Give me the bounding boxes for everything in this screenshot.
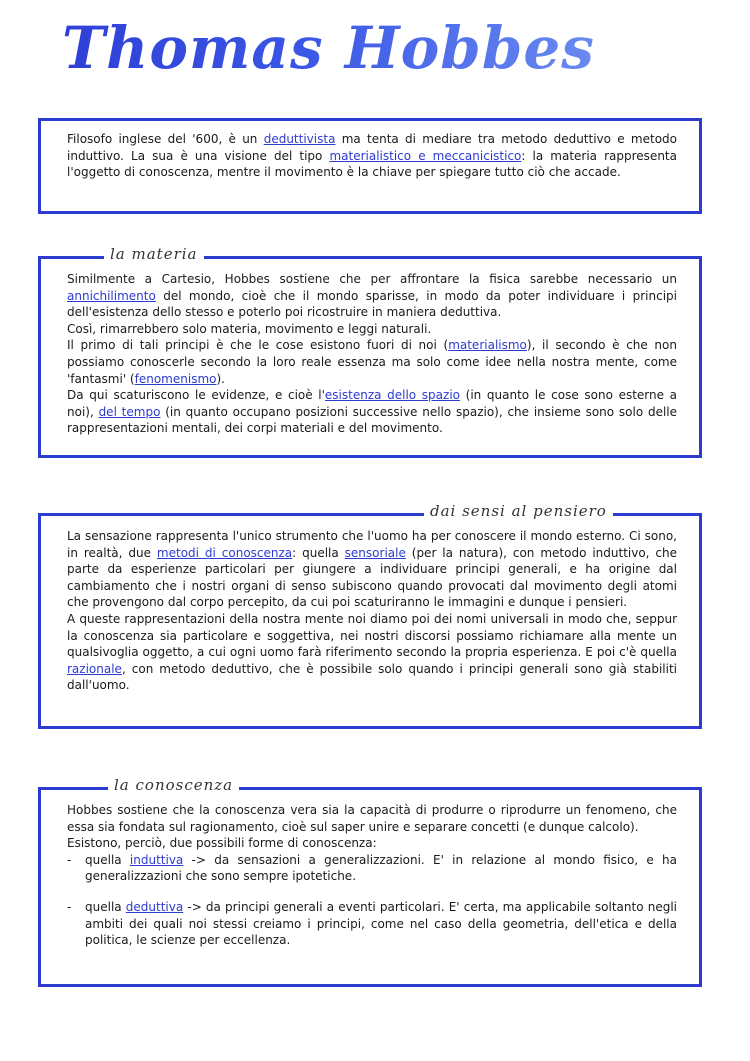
page-title: Thomas Hobbes [62, 14, 595, 82]
section-label-sensi: dai sensi al pensiero [424, 502, 613, 520]
dash-bullet: - [67, 852, 72, 867]
keyword-materialistico[interactable]: materialistico e meccanicistico [329, 148, 522, 163]
intro-text: Filosofo inglese del '600, è un deduttivista ma tenta di mediare tra metodo deduttivo e metodo induttivo. La sua è una visione del tipo materialistico e meccanicistico: la materia rappresenta l'oggetto di conoscenza, mentre il movimento è la chiave per spiegare tutto ciò che accade. [67, 132, 677, 180]
sensi-paragraph-2: A queste rappresentazioni della nostra mente noi diamo poi dei nomi universali in modo che, seppur la conoscenza sia particolare e soggettiva, nei nostri discorsi possiamo richiamare alla mente un qualsivoglia oggetto, a cui ogni uomo farà riferimento secondo la propria esperienza. E poi c'è quella razionale, con metodo deduttivo, che è possibile solo quando i principi generali sono già stabiliti dall'uomo. [67, 611, 677, 693]
keyword-metodi-conoscenza[interactable]: metodi di conoscenza [156, 545, 293, 560]
list-item-induttiva: - quella induttiva -> da sensazioni a generalizzazioni. E' in relazione al mondo fisico, e ha generalizzazioni che sono sempre ipotetiche. [67, 852, 677, 884]
sensi-paragraph-1: La sensazione rappresenta l'unico strumento che l'uomo ha per conoscere il mondo esterno. Ci sono, in realtà, due metodi di conoscenza: quella sensoriale (per la natura), con metodo induttivo, che parte da esperienze particolari per giungere a individuare principi generali, e ha origine dal cambiamento che i nostri organi di senso subiscono quando provocati dal movimento degli atomi che provengono dal corpo percepito, da cui poi scaturiranno le immagini e dunque i pensieri. [67, 529, 677, 610]
keyword-materialismo[interactable]: materialismo [448, 338, 527, 353]
materia-paragraph-1: Similmente a Cartesio, Hobbes sostiene che per affrontare la fisica sarebbe necessario un annichilimento del mondo, cioè che il mondo sparisse, in modo da poter individuare i principi dell'esistenza dello stesso e poterlo poi ricostruire in maniera deduttiva. [67, 272, 677, 320]
keyword-razionale[interactable]: razionale [67, 661, 122, 676]
section-label-conoscenza: la conoscenza [108, 776, 239, 794]
keyword-fenomenismo[interactable]: fenomenismo [134, 371, 217, 386]
keyword-annichilimento[interactable]: annichilimento [67, 288, 156, 303]
materia-paragraph-2: Così, rimarrebbero solo materia, movimento e leggi naturali. [67, 321, 432, 336]
section-label-materia: la materia [104, 245, 204, 263]
keyword-deduttiva[interactable]: deduttiva [125, 899, 184, 914]
keyword-spazio[interactable]: esistenza dello spazio [324, 388, 460, 403]
dash-bullet: - [67, 899, 72, 914]
list-item-deduttiva: - quella deduttiva -> da principi generali a eventi particolari. E' certa, ma applicabile soltanto negli ambiti dei quali noi stessi creiamo i principi, come nel caso della geometria, dell'etica e della politica, le scienze per eccellenza. [67, 899, 677, 948]
keyword-sensoriale[interactable]: sensoriale [344, 545, 406, 560]
keyword-induttiva[interactable]: induttiva [129, 852, 184, 867]
materia-paragraph-4: Da qui scaturiscono le evidenze, e cioè l'esistenza dello spazio (in quanto le cose sono esterne a noi), del tempo (in quanto occupano posizioni successive nello spazio), che insieme sono solo delle rappresentazioni mentali, dei corpi materiali e del movimento. [67, 388, 678, 436]
materia-box [38, 256, 702, 458]
intro-box [38, 118, 702, 214]
keyword-tempo[interactable]: del tempo [98, 404, 161, 419]
conoscenza-paragraph-1: Hobbes sostiene che la conoscenza vera sia la capacità di produrre o riprodurre un fenomeno, che essa sia fondata sul ragionamento, cioè sul saper unire e separare concetti (e dunque calcolo). [67, 803, 677, 834]
keyword-deduttivista[interactable]: deduttivista [263, 132, 336, 146]
sensi-box [38, 513, 702, 729]
conoscenza-paragraph-2: Esistono, perciò, due possibili forme di conoscenza: [67, 836, 377, 851]
conoscenza-box [38, 787, 702, 987]
materia-paragraph-3: Il primo di tali principi è che le cose esistono fuori di noi (materialismo), il secondo è che non possiamo conoscerle secondo la loro reale essenza ma solo come idee nella nostra mente, come 'fantasmi' (fenomenismo). [67, 338, 677, 386]
